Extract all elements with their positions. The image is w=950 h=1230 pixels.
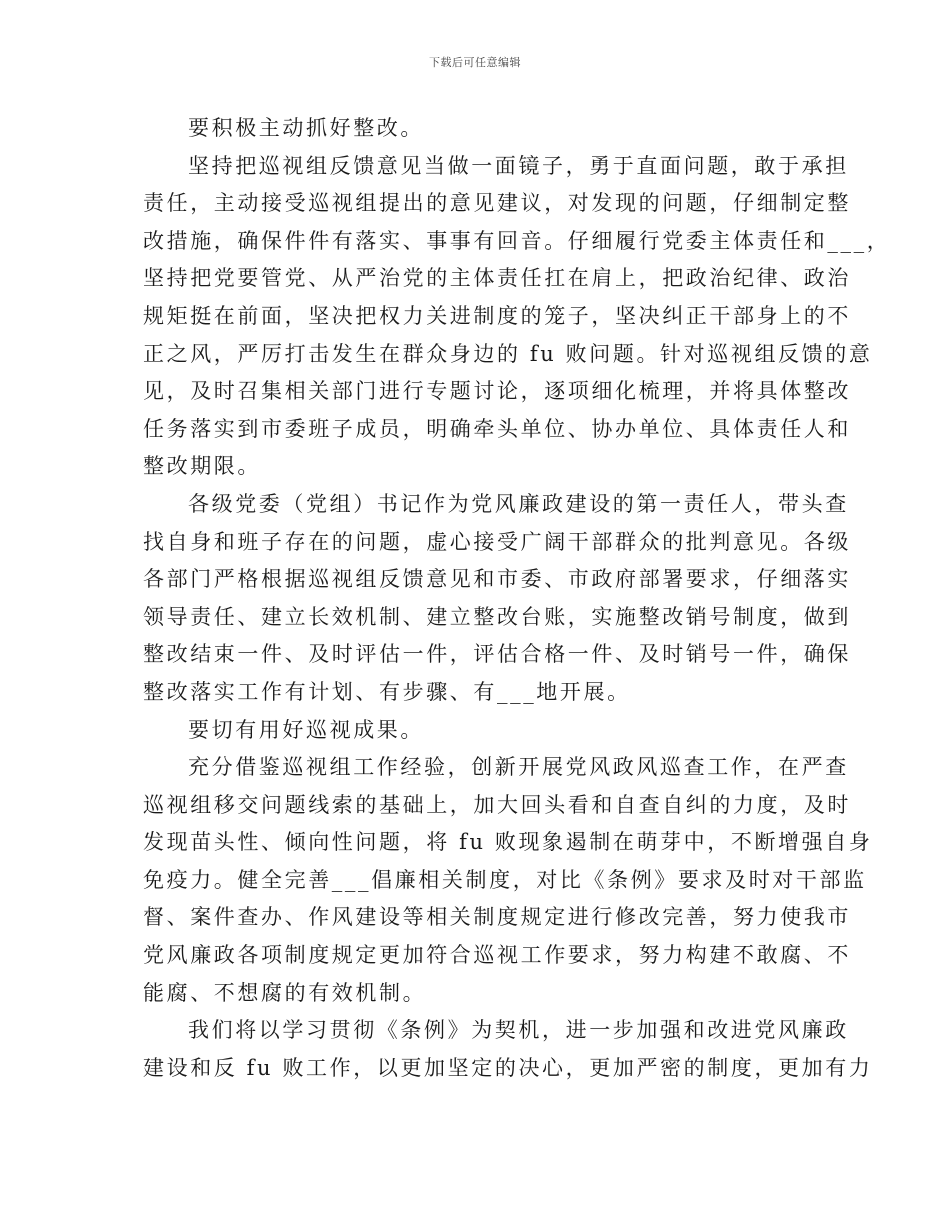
text-line: 免疫力。健全完善___倡廉相关制度，对比《条例》要求及时对干部监	[143, 867, 867, 892]
text-line: 充分借鉴巡视组工作经验，创新开展党风政风巡查工作，在严查	[188, 755, 849, 780]
text-line: 各级党委（党组）书记作为党风廉政建设的第一责任人，带头查	[188, 491, 849, 516]
text-line: 整改期限。	[143, 454, 261, 479]
text-line: 任务落实到市委班子成员，明确牵头单位、协办单位、具体责任人和	[143, 416, 851, 441]
text-line: 整改结束一件、及时评估一件，评估合格一件、及时销号一件，确保	[143, 642, 851, 667]
text-line: 要积极主动抓好整改。	[188, 116, 424, 140]
text-line: 正之风，严厉打击发生在群众身边的 fu 败问题。针对巡视组反馈的意	[143, 341, 873, 366]
text-line: 能腐、不想腐的有效机制。	[143, 980, 427, 1005]
text-line: 找自身和班子存在的问题，虚心接受广阔干部群众的批判意见。各级	[143, 529, 851, 554]
text-line: 责任，主动接受巡视组提出的意见建议，对发现的问题，仔细制定整	[143, 191, 851, 216]
text-line: 督、案件查办、作风建设等相关制度规定进行修改完善，努力使我市	[143, 905, 851, 930]
text-line: 领导责任、建立长效机制、建立整改台账，实施整改销号制度，做到	[143, 604, 851, 629]
document-body	[143, 110, 891, 1087]
page-header: 下载后可任意编辑	[429, 56, 521, 69]
text-line: 坚持把巡视组反馈意见当做一面镜子，勇于直面问题，敢于承担	[188, 153, 849, 178]
text-line: 巡视组移交问题线索的基础上，加大回头看和自查自纠的力度，及时	[143, 792, 851, 817]
text-line: 见，及时召集相关部门进行专题讨论，逐项细化梳理，并将具体整改	[143, 379, 851, 404]
text-line: 各部门严格根据巡视组反馈意见和市委、市政府部署要求，仔细落实	[143, 567, 851, 592]
text-line: 改措施，确保件件有落实、事事有回音。仔细履行党委主体责任和___，	[143, 228, 891, 253]
text-line: 建设和反 fu 败工作，以更加坚定的决心，更加严密的制度，更加有力	[143, 1055, 873, 1080]
text-line: 我们将以学习贯彻《条例》为契机，进一步加强和改进党风廉政	[188, 1018, 849, 1043]
text-line: 坚持把党要管党、从严治党的主体责任扛在肩上，把政治纪律、政治	[143, 266, 851, 291]
text-line: 规矩挺在前面，坚决把权力关进制度的笼子，坚决纠正干部身上的不	[143, 303, 851, 328]
text-line: 要切有用好巡视成果。	[188, 717, 424, 742]
text-line: 整改落实工作有计划、有步骤、有___地开展。	[143, 679, 631, 704]
text-line: 党风廉政各项制度规定更加符合巡视工作要求，努力构建不敢腐、不	[143, 943, 851, 968]
text-line: 发现苗头性、倾向性问题，将 fu 败现象遏制在萌芽中，不断增强自身	[143, 830, 873, 855]
